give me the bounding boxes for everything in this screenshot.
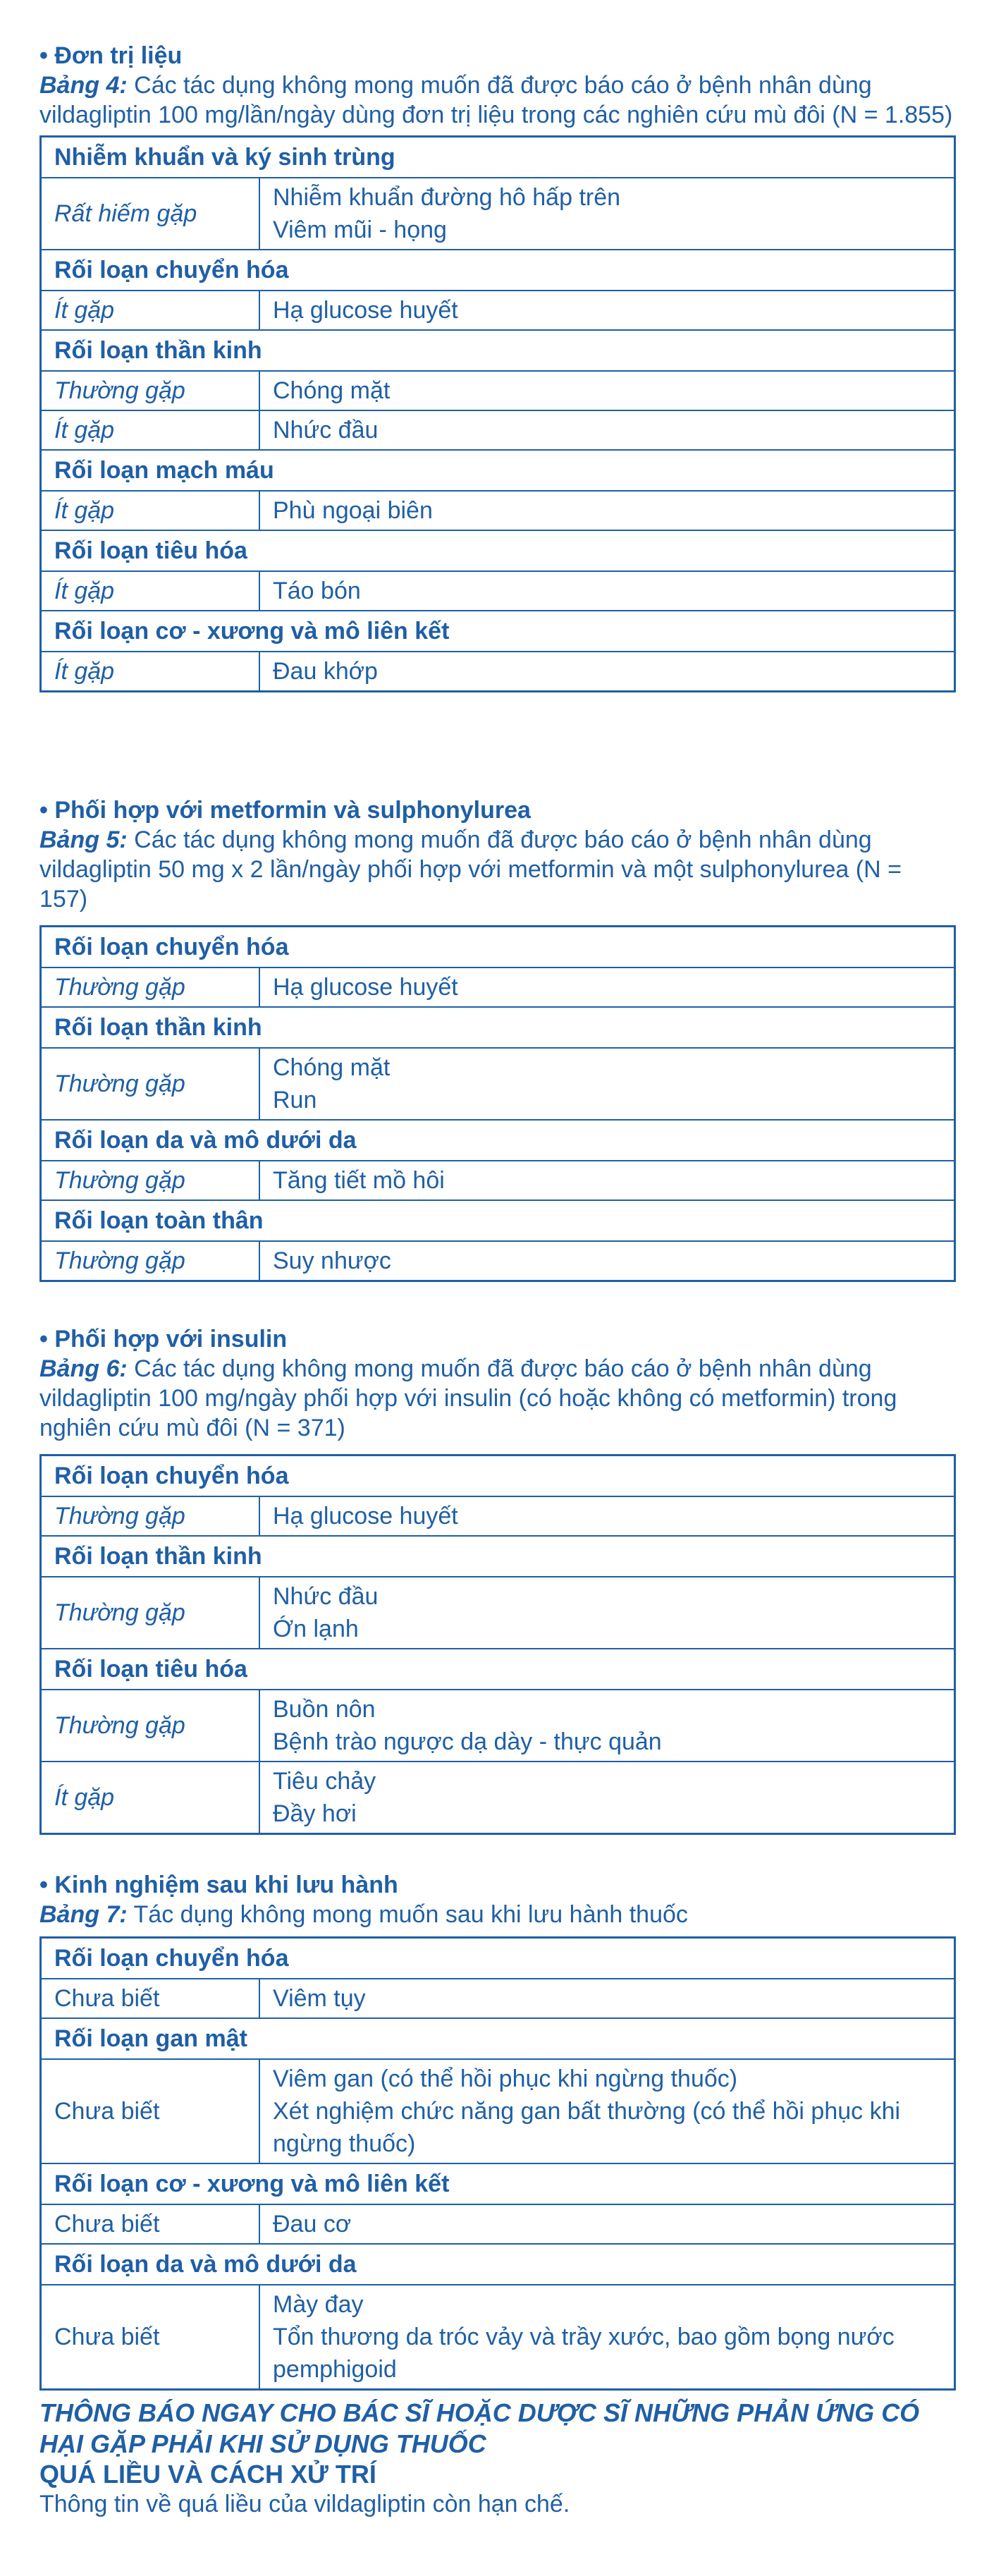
section-post-marketing — [39, 1870, 956, 2391]
adverse-effects-table-4 — [39, 135, 956, 692]
effects-cell — [259, 1496, 955, 1536]
overdose-text: Thông tin về quá liều của vildagliptin còn hạn chế. — [39, 2491, 570, 2517]
frequency-cell: Ít gặp — [41, 491, 260, 530]
section-title: • Phối hợp với metformin và sulphonylurea — [39, 797, 531, 824]
frequency-cell: Thường gặp — [41, 1496, 260, 1536]
frequency-cell: Ít gặp — [41, 1762, 260, 1834]
effects-cell — [259, 652, 955, 692]
section-monotherapy — [39, 41, 956, 692]
frequency-cell: Thường gặp — [41, 371, 260, 410]
effect-item: Nhức đầu — [273, 1583, 379, 1610]
caption-text: Tác dụng không mong muốn sau khi lưu hành thuốc — [133, 1901, 688, 1928]
group-header: Rối loạn da và mô dưới da — [41, 1120, 955, 1161]
group-header: Rối loạn tiêu hóa — [41, 1649, 955, 1690]
group-header: Rối loạn chuyển hóa — [41, 250, 955, 291]
effects-cell — [259, 1979, 955, 2018]
frequency-cell: Ít gặp — [41, 410, 260, 450]
group-header: Rối loạn toàn thân — [41, 1200, 955, 1241]
frequency-cell: Thường gặp — [41, 1048, 260, 1120]
frequency-cell: Thường gặp — [41, 967, 260, 1007]
frequency-cell: Rất hiếm gặp — [41, 178, 260, 250]
effects-cell — [259, 2285, 955, 2390]
frequency-cell: Thường gặp — [41, 1690, 260, 1762]
effects-cell — [259, 1161, 955, 1200]
frequency-cell: Thường gặp — [41, 1241, 260, 1281]
group-header: Rối loạn thần kinh — [41, 1536, 955, 1577]
effect-item: Chóng mặt — [273, 1054, 391, 1081]
effect-item: Run — [273, 1087, 317, 1113]
caption-label: Bảng 5: — [39, 826, 128, 853]
effect-item: Viêm gan (có thể hồi phục khi ngừng thuốc) — [273, 2065, 738, 2092]
table-caption — [39, 1354, 956, 1443]
footer-block — [39, 2398, 956, 2519]
frequency-cell: Chưa biết — [41, 2059, 260, 2163]
effect-item: Viêm tụy — [273, 1985, 366, 2012]
group-header: Rối loạn thần kinh — [41, 1007, 955, 1048]
section-metformin-sulphonylurea — [39, 795, 956, 1282]
effects-cell — [259, 178, 955, 250]
frequency-cell: Chưa biết — [41, 2285, 260, 2390]
section-insulin — [39, 1324, 956, 1835]
section-title: • Đơn trị liệu — [39, 42, 183, 69]
effects-cell — [259, 1048, 955, 1120]
effect-item: Viêm mũi - họng — [273, 216, 447, 243]
effects-cell — [259, 1241, 955, 1281]
group-header: Rối loạn mạch máu — [41, 450, 955, 491]
effect-item: Đầy hơi — [273, 1800, 357, 1827]
effect-item: Suy nhược — [273, 1247, 391, 1274]
effect-item: Nhiễm khuẩn đường hô hấp trên — [273, 184, 621, 211]
effect-item: Hạ glucose huyết — [273, 1503, 458, 1530]
section-title: • Phối hợp với insulin — [39, 1326, 288, 1353]
effect-item: Mày đay — [273, 2291, 364, 2318]
group-header: Rối loạn cơ - xương và mô liên kết — [41, 2163, 955, 2204]
table-caption — [39, 1900, 956, 1929]
group-header: Rối loạn da và mô dưới da — [41, 2244, 955, 2285]
caption-label: Bảng 4: — [39, 72, 128, 99]
effect-item: Tăng tiết mồ hôi — [273, 1167, 445, 1194]
caption-label: Bảng 7: — [39, 1901, 128, 1928]
adverse-effects-table-7 — [39, 1936, 956, 2391]
effect-item: Nhức đầu — [273, 417, 379, 444]
caption-text: Các tác dụng không mong muốn đã được báo cáo ở bệnh nhân dùng vildagliptin 50 mg x 2 lần/ngày phối hợp với metformin và một sulphonylurea (N = 157) — [39, 826, 902, 912]
frequency-cell: Chưa biết — [41, 2204, 260, 2244]
effects-cell — [259, 371, 955, 410]
effect-item: Tổn thương da tróc vảy và trầy xước, bao gồm bọng nước pemphigoid — [273, 2324, 895, 2383]
caption-text: Các tác dụng không mong muốn đã được báo cáo ở bệnh nhân dùng vildagliptin 100 mg/ngày phối hợp với insulin (có hoặc không có metformin) trong nghiên cứu mù đôi (N = 371) — [39, 1355, 897, 1441]
adverse-effects-table-6 — [39, 1454, 956, 1835]
caption-label: Bảng 6: — [39, 1355, 128, 1382]
frequency-cell: Ít gặp — [41, 652, 260, 692]
group-header: Rối loạn thần kinh — [41, 330, 955, 371]
group-header: Rối loạn chuyển hóa — [41, 1938, 955, 1979]
safety-notice: THÔNG BÁO NGAY CHO BÁC SĨ HOẶC DƯỢC SĨ NHỮNG PHẢN ỨNG CÓ HẠI GẶP PHẢI KHI SỬ DỤNG THUỐC — [39, 2398, 920, 2458]
frequency-cell: Chưa biết — [41, 1979, 260, 2018]
frequency-cell: Ít gặp — [41, 291, 260, 330]
section-title: • Kinh nghiệm sau khi lưu hành — [39, 1872, 398, 1898]
overdose-heading: QUÁ LIỀU VÀ CÁCH XỬ TRÍ — [39, 2460, 376, 2489]
effects-cell — [259, 2059, 955, 2163]
effects-cell — [259, 571, 955, 611]
adverse-effects-table-5 — [39, 925, 956, 1282]
group-header: Rối loạn chuyển hóa — [41, 1455, 955, 1497]
table-caption — [39, 825, 956, 914]
frequency-cell: Thường gặp — [41, 1577, 260, 1649]
effect-item: Hạ glucose huyết — [273, 297, 458, 324]
effect-item: Ớn lạnh — [273, 1616, 359, 1642]
effect-item: Tiêu chảy — [273, 1768, 376, 1795]
effect-item: Buồn nôn — [273, 1696, 376, 1723]
caption-text: Các tác dụng không mong muốn đã được báo cáo ở bệnh nhân dùng vildagliptin 100 mg/lần/ngày dùng đơn trị liệu trong các nghiên cứu mù đôi (N = 1.855) — [39, 72, 953, 128]
effects-cell — [259, 1762, 955, 1834]
group-header: Rối loạn cơ - xương và mô liên kết — [41, 611, 955, 652]
group-header: Rối loạn tiêu hóa — [41, 530, 955, 571]
table-caption — [39, 71, 956, 130]
effects-cell — [259, 1577, 955, 1649]
group-header: Rối loạn gan mật — [41, 2018, 955, 2059]
effects-cell — [259, 410, 955, 450]
effect-item: Đau cơ — [273, 2211, 352, 2238]
effect-item: Táo bón — [273, 578, 361, 604]
group-header: Rối loạn chuyển hóa — [41, 927, 955, 968]
group-header: Nhiễm khuẩn và ký sinh trùng — [41, 137, 955, 178]
effects-cell — [259, 2204, 955, 2244]
effects-cell — [259, 1690, 955, 1762]
effects-cell — [259, 291, 955, 330]
effect-item: Chóng mặt — [273, 377, 391, 404]
frequency-cell: Thường gặp — [41, 1161, 260, 1200]
effects-cell — [259, 491, 955, 530]
effect-item: Đau khớp — [273, 658, 378, 685]
effect-item: Xét nghiệm chức năng gan bất thường (có thể hồi phục khi ngừng thuốc) — [273, 2098, 901, 2157]
effect-item: Hạ glucose huyết — [273, 974, 458, 1001]
effect-item: Phù ngoại biên — [273, 497, 433, 524]
effect-item: Bệnh trào ngược dạ dày - thực quản — [273, 1728, 662, 1755]
effects-cell — [259, 967, 955, 1007]
frequency-cell: Ít gặp — [41, 571, 260, 611]
